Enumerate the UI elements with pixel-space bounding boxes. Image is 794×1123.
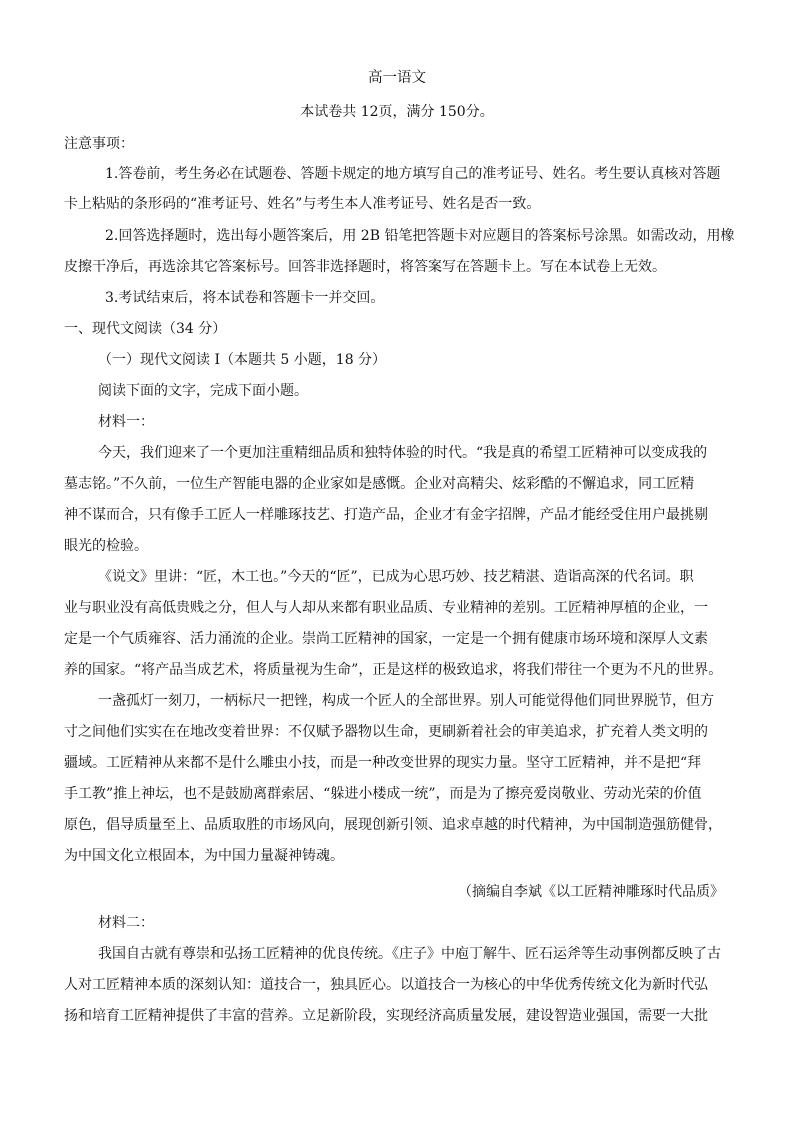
m1-p3-line-1: 一盏孤灯一刻刀，一柄标尺一把锉，构成一个匠人的全部世界。别人可能觉得他们同世界脱节，但方 xyxy=(98,693,714,709)
m1-p3-line-5: 原色，倡导质量至上、品质取胜的市场风向，展现创新引领、追求卓越的时代精神，为中国制造强筋健骨， xyxy=(64,817,722,833)
m1-p2-line-3: 定是一个气质雍容、活力涌流的企业。崇尚工匠精神的国家，一定是一个拥有健康市场环境和深厚人文素 xyxy=(64,631,708,647)
m1-p3-line-6: 为中国文化立根固本，为中国力量凝神铸魂。 xyxy=(64,848,344,864)
note-2-line-1: 2.回答选择题时，选出每小题答案后，用 2B 铅笔把答题卡对应题目的答案标号涂黑。如需改动，用橡 xyxy=(105,228,735,244)
subsection-heading: （一）现代文阅读 I（本题共 5 小题，18 分） xyxy=(98,352,387,368)
material-2-label: 材料二： xyxy=(98,915,154,931)
m2-p1-line-2: 人对工匠精神本质的深刻认知：道技合一，独具匠心。以道技合一为核心的中华优秀传统文化为新时代弘 xyxy=(64,977,708,993)
section-heading: 一、现代文阅读（34 分） xyxy=(64,321,227,337)
material-1-source: （摘编自李斌《以工匠精神雕琢时代品质》 xyxy=(458,884,724,900)
m1-p2-line-2: 业与职业没有高低贵贱之分，但人与人却从来都有职业品质、专业精神的差别。工匠精神厚植的企业，一 xyxy=(64,600,708,616)
m1-p1-line-3: 神不谋而合，只有像手工匠人一样雕琢技艺、打造产品，企业才有金字招牌，产品才能经受住用户最挑剔 xyxy=(64,507,708,523)
m2-p1-line-1: 我国自古就有尊崇和弘扬工匠精神的优良传统。《庄子》中庖丁解牛、匠石运斧等生动事例都反映了古 xyxy=(98,946,721,962)
m1-p2-line-4: 养的国家。“将产品当成艺术，将质量视为生命”，正是这样的极致追求，将我们带往一个更为不凡的世界。 xyxy=(64,662,723,678)
m1-p3-line-3: 疆域。工匠精神从来都不是什么雕虫小技，而是一种改变世界的现实力量。坚守工匠精神，并不是把“拜 xyxy=(64,755,702,771)
note-1-line-1: 1.答卷前，考生务必在试题卷、答题卡规定的地方填写自己的准考证号、姓名。考生要认真核对答题 xyxy=(105,166,721,182)
notes-heading: 注意事项： xyxy=(64,136,134,152)
m1-p1-line-4: 眼光的检验。 xyxy=(64,538,148,554)
reading-instruction: 阅读下面的文字，完成下面小题。 xyxy=(98,383,308,399)
m1-p3-line-2: 寸之间他们实实在在地改变着世界：不仅赋予器物以生命，更刷新着社会的审美追求，扩充着人类文明的 xyxy=(64,724,708,740)
note-1-line-2: 卡上粘贴的条形码的“准考证号、姓名”与考生本人准考证号、姓名是否一致。 xyxy=(64,196,541,212)
material-1-label: 材料一： xyxy=(98,414,154,430)
m1-p1-line-1: 今天，我们迎来了一个更加注重精细品质和独特体验的时代。“我是真的希望工匠精神可以变成我的 xyxy=(98,445,708,461)
m1-p2-line-1: 《说文》里讲：“匠，木工也。”今天的“匠”，已成为心思巧妙、技艺精湛、造诣高深的代名词。职 xyxy=(98,569,694,585)
m2-p1-line-3: 扬和培育工匠精神提供了丰富的营养。立足新阶段，实现经济高质量发展，建设智造业强国，需要一大批 xyxy=(64,1008,708,1024)
m1-p3-line-4: 手工教”推上神坛，也不是鼓励离群索居、“躲进小楼成一统”，而是为了擦亮爱岗敬业、劳动光荣的价值 xyxy=(64,786,702,802)
m1-p1-line-2: 墓志铭。”不久前，一位生产智能电器的企业家如是感慨。企业对高精尖、炫彩酷的不懈追求，同工匠精 xyxy=(64,476,695,492)
note-2-line-2: 皮擦干净后，再选涂其它答案标号。回答非选择题时，将答案写在答题卡上。写在本试卷上无效。 xyxy=(64,259,666,275)
page-subtitle: 本试卷共 12页，满分 150分。 xyxy=(300,104,494,120)
note-3-line-1: 3.考试结束后，将本试卷和答题卡一并交回。 xyxy=(105,290,385,306)
page-title: 高一语文 xyxy=(368,70,426,86)
